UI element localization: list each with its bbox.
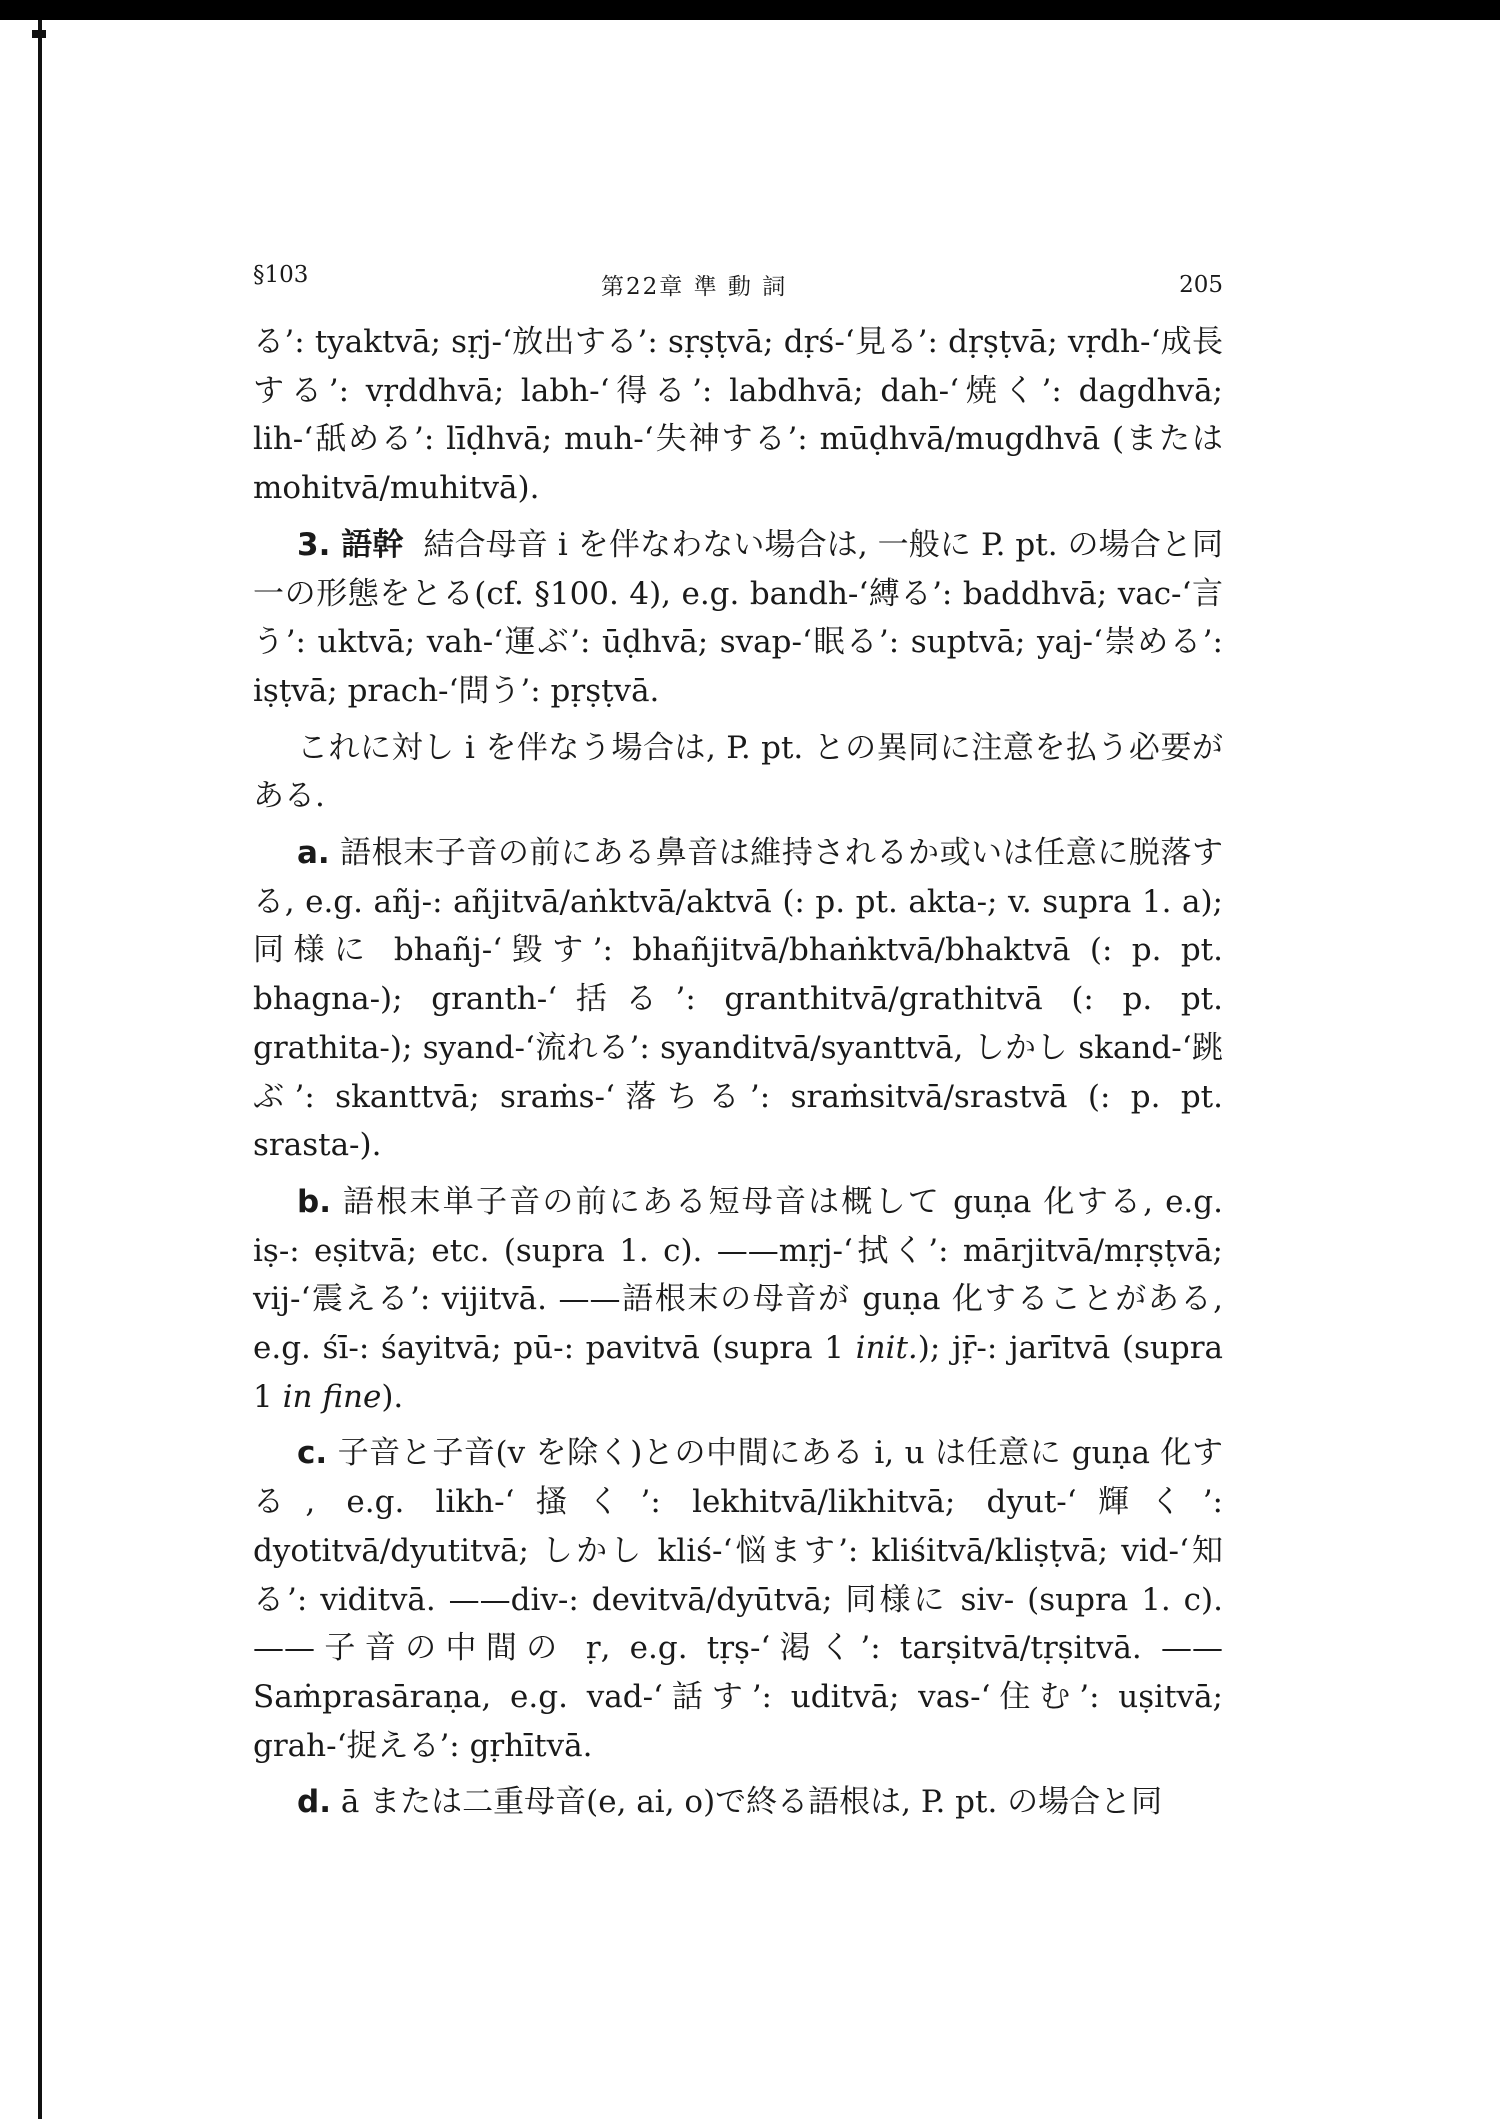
paragraph-continuation	[253, 318, 1223, 513]
paragraph-c	[253, 1429, 1223, 1770]
paragraph-text: 子音と子音(v を除く)との中間にある i, u は任意に guṇa 化する, e.g. likh-‘搔く’: lekhitvā/likhitvā; dyut-‘輝く’: dyotitvā/dyutitvā; しかし kliś-‘悩ます’: kliśitvā/kliṣṭvā; vid-‘知る’: viditvā. ——div-: devitvā/dyūtvā; 同様に siv- (supra 1. c). ——子音の中間の ṛ, e.g. tṛṣ-‘渇く’: tarṣitvā/tṛṣitvā. ——Saṁprasāraṇa, e.g. vad-‘話す’: uditvā; vas-‘住む’: uṣitvā; grah-‘捉える’: gṛhītvā.	[253, 1435, 1223, 1764]
paragraph-marker: a.	[297, 835, 330, 872]
paragraph-text: これに対し i を伴なう場合は, P. pt. との異同に注意を払う必要がある.	[253, 729, 1223, 815]
scan-binding-mark	[32, 30, 46, 38]
paragraph-marker: d.	[297, 1784, 331, 1821]
body-text	[253, 318, 1223, 1827]
page-number: 205	[1179, 272, 1223, 298]
section-number: §103	[253, 262, 309, 288]
paragraph-note	[253, 724, 1223, 821]
paragraph-text: ā または二重母音(e, ai, o)で終る語根は, P. pt. の場合と同	[340, 1784, 1163, 1821]
paragraph-text: 語根末単子音の前にある短母音は概して guṇa 化する, e.g. iṣ-: eṣitvā; etc. (supra 1. c). ——mṛj-‘拭く’: mārjitvā/mṛṣṭvā; vij-‘震える’: vijitvā. ——語根末の母音が guṇa 化することがある, e.g. śī-: śayitvā; pū-: pavitvā (supra 1	[253, 1183, 1223, 1367]
paragraph-text: ); jṝ-: jarītvā (supra 1	[253, 1330, 1224, 1415]
paragraph-text: ).	[381, 1378, 404, 1415]
paragraph-italic: init.	[855, 1330, 918, 1367]
paragraph-marker: b.	[297, 1183, 331, 1220]
paragraph-text: 結合母音 i を伴なわない場合は, 一般に P. pt. の場合と同一の形態をとる(cf. §100. 4), e.g. bandh-‘縛る’: baddhvā; vac-‘言う’: uktvā; vah-‘運ぶ’: ūḍhvā; svap-‘眠る’: suptvā; yaj-‘崇める’: iṣṭvā; prach-‘問う’: pṛṣṭvā.	[253, 526, 1223, 709]
paragraph-text: 語根末子音の前にある鼻音は維持されるか或いは任意に脱落する, e.g. añj-: añjitvā/aṅktvā/aktvā (: p. pt. akta-; v. supra 1. a); 同様に bhañj-‘毀す’: bhañjitvā/bhaṅktvā/bhaktvā (: p. pt. bhagna-); granth-‘括る’: granthitvā/grathitvā (: p. pt. grathita-); syand-‘流れる’: syanditvā/syanttvā, しかし skand-‘跳ぶ’: skanttvā; sraṁs-‘落ちる’: sraṁsitvā/srastvā (: p. pt. srasta-).	[253, 835, 1223, 1164]
paragraph-b	[253, 1178, 1223, 1422]
paragraph-3-stem	[253, 521, 1223, 716]
paragraph-a	[253, 829, 1223, 1170]
scan-top-border	[0, 0, 1500, 20]
scan-binding-edge	[38, 20, 42, 2119]
paragraph-d	[253, 1778, 1223, 1827]
paragraph-text: る’: tyaktvā; sṛj-‘放出する’: sṛṣṭvā; dṛś-‘見る’: dṛṣṭvā; vṛdh-‘成長する’: vṛddhvā; labh-‘得る’: labdhvā; dah-‘焼く’: dagdhvā; lih-‘舐める’: līḍhvā; muh-‘失神する’: mūḍhvā/mugdhvā (または mohitvā/muhitvā).	[253, 324, 1223, 507]
chapter-title: 第22章 準 動 詞	[601, 274, 788, 300]
paragraph-italic: in fine	[282, 1378, 382, 1415]
running-header	[253, 262, 1223, 302]
paragraph-marker: c.	[297, 1435, 328, 1472]
paragraph-marker: 3. 語幹	[297, 526, 404, 563]
